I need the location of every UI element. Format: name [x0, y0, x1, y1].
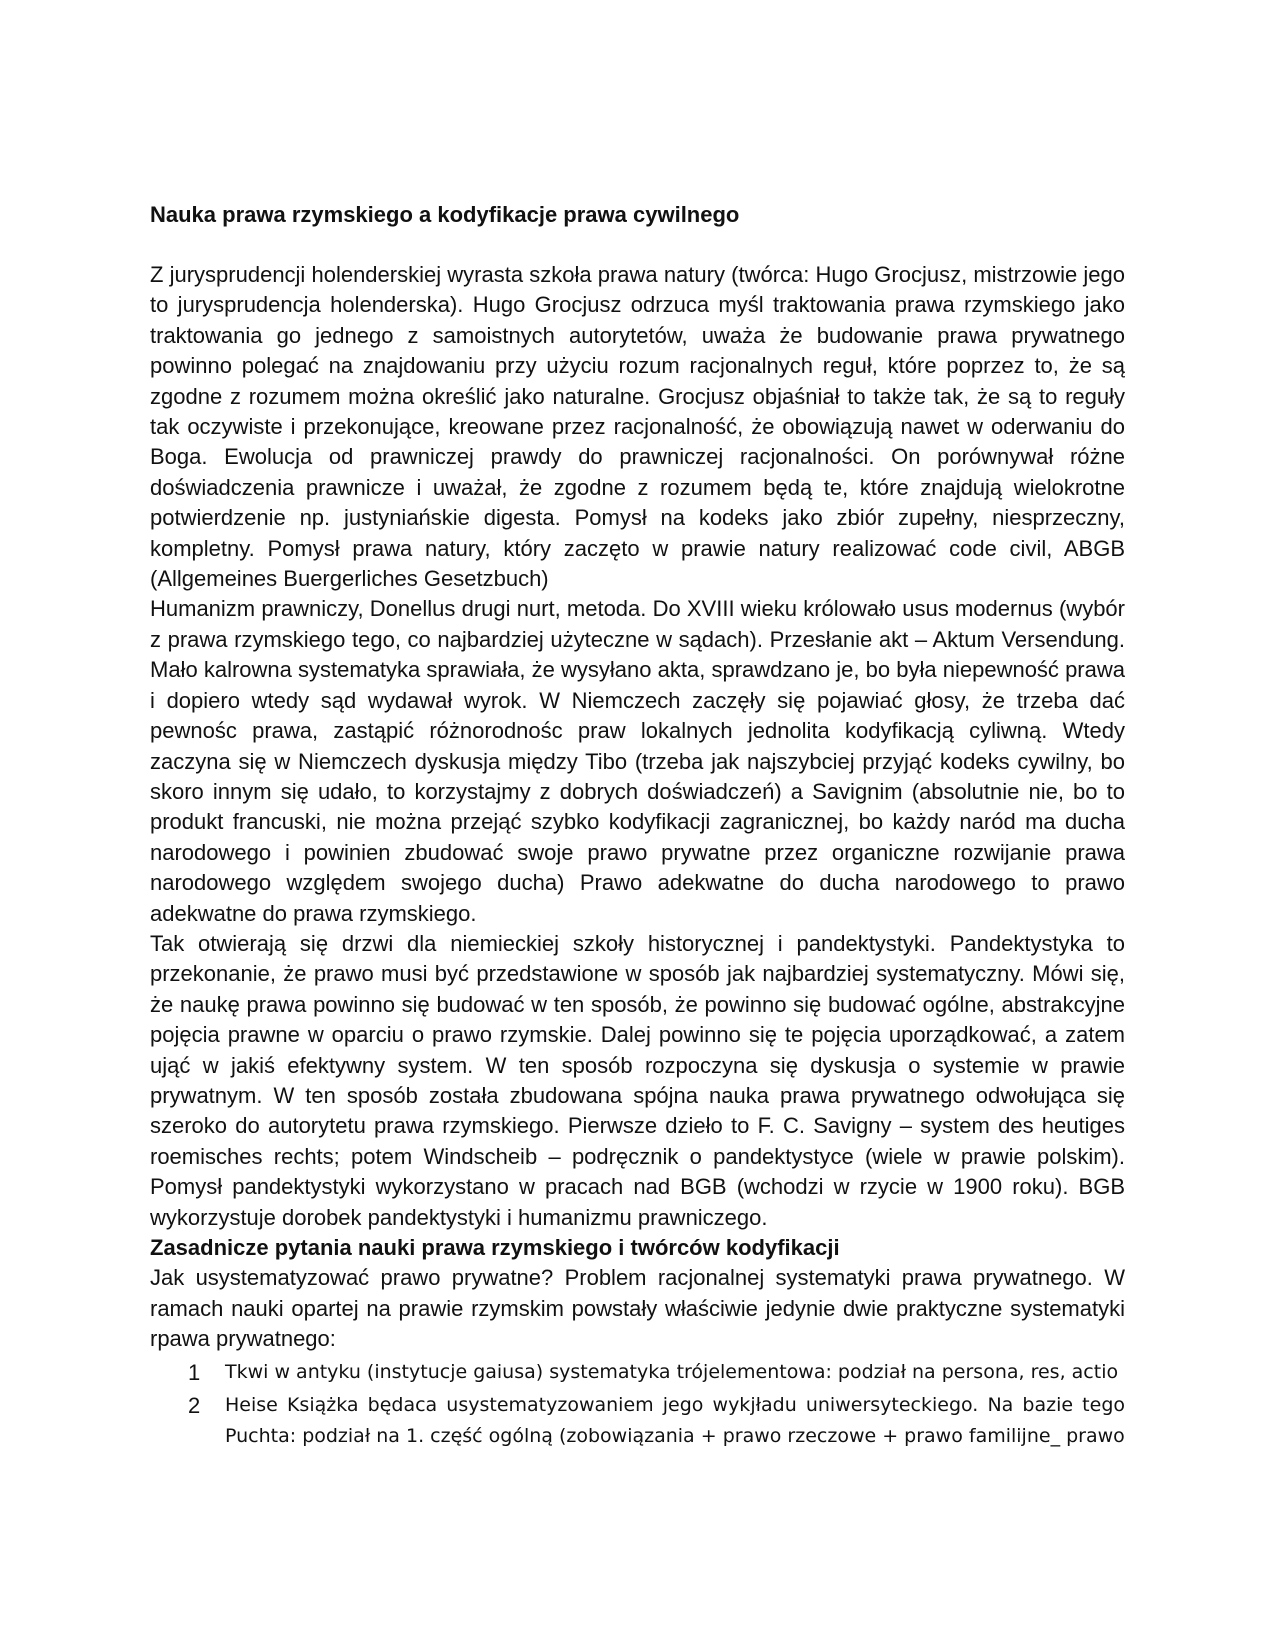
document-page	[150, 200, 1125, 1452]
list-item	[150, 1390, 1125, 1452]
document-title: Nauka prawa rzymskiego a kodyfikacje prawa cywilnego	[150, 202, 740, 227]
list-item	[150, 1357, 1125, 1388]
systematics-list	[150, 1357, 1125, 1452]
list-item-text: Tkwi w antyku (instytucje gaiusa) systematyka trójelementowa: podział na persona, res, actio	[225, 1360, 1119, 1383]
paragraph-pandectism: Tak otwierają się drzwi dla niemieckiej szkoły historycznej i pandektystyki. Pandektystyka to przekonanie, że prawo musi być przedstawione w sposób jak najbardziej systematyczny. Mówi się, że naukę prawa powinno się budować w ten sposób, że powinno się budować ogólne, abstrakcyjne pojęcia prawne w oparciu o prawo rzymskie. Dalej powinno się te pojęcia uporządkować, a zatem ująć w jakiś efektywny system. W ten sposób rozpoczyna się dyskusja o systemie w prawie prywatnym. W ten sposób została zbudowana spójna nauka prawa prywatnego odwołująca się szeroko do autorytetu prawa rzymskiego. Pierwsze dzieło to F. C. Savigny – system des heutiges roemisches rechts; potem Windscheib – podręcznik o pandektystyce (wiele w prawie polskim). Pomysł pandektystyki wykorzystano w pracach nad BGB (wchodzi w rzycie w 1900 roku). BGB wykorzystuje dorobek pandektystyki i humanizmu prawniczego.	[150, 930, 1125, 1230]
list-item-number: 1	[188, 1359, 201, 1385]
section-subheading: Zasadnicze pytania nauki prawa rzymskiego i twórców kodyfikacji	[150, 1235, 840, 1260]
paragraph-legal-humanism: Humanizm prawniczy, Donellus drugi nurt, metoda. Do XVIII wieku królowało usus modernus (wybór z prawa rzymskiego tego, co najbardziej użyteczne w sądach). Przesłanie akt – Aktum Versendung. Mało kalrowna systematyka sprawiała, że wysyłano akta, sprawdzano je, bo była niepewność prawa i dopiero wtedy sąd wydawał wyrok. W Niemczech zaczęły się pojawiać głosy, że trzeba dać pewnośc prawa, zastąpić różnorodnośc praw lokalnych jednolita kodyfikacją cyliwną. Wtedy zaczyna się w Niemczech dyskusja między Tibo (trzeba jak najszybciej przyjąć kodeks cywilny, bo skoro innym się udało, to korzystajmy z dobrych doświadczeń) a Savignim (absolutnie nie, bo to produkt francuski, nie można przejąć szybko kodyfikacji zagranicznej, bo każdy naród ma ducha narodowego i powinien zbudować swoje prawo prywatne przez organiczne rozwijanie prawa narodowego względem swojego ducha) Prawo adekwatne do ducha narodowego to prawo adekwatne do prawa rzymskiego.	[150, 596, 1125, 926]
list-item-number: 2	[188, 1392, 201, 1418]
list-item-text: Heise Książka będaca usystematyzowaniem jego wykjładu uniwersyteckiego. Na bazie tego Puchta: podział na 1. część ogólną (zobowiązania + prawo rzeczowe + prawo familijne_ prawo	[225, 1393, 1125, 1447]
paragraph-systematics: Jak usystematyzować prawo prywatne? Problem racjonalnej systematyki prawa prywatnego. W ramach nauki opartej na prawie rzymskim powstały właściwie jedynie dwie praktyczne systematyki rpawa prywatnego:	[150, 1265, 1125, 1352]
paragraph-natural-law: Z jurysprudencji holenderskiej wyrasta szkoła prawa natury (twórca: Hugo Grocjusz, mistrzowie jego to jurysprudencja holenderska). Hugo Grocjusz odrzuca myśl traktowania prawa rzymskiego jako traktowania go jednego z samoistnych autorytetów, uważa że budowanie prawa prywatnego powinno polegać na znajdowaniu przy użyciu rozum racjonalnych reguł, które poprzez to, że są zgodne z rozumem można określić jako naturalne. Grocjusz objaśniał to także tak, że są to reguły tak oczywiste i przekonujące, kreowane przez racjonalność, że obowiązują nawet w oderwaniu do Boga. Ewolucja od prawniczej prawdy do prawniczej racjonalności. On porównywał różne doświadczenia prawnicze i uważał, że zgodne z rozumem będą te, które znajdują wielokrotne potwierdzenie np. justyniańskie digesta. Pomysł na kodeks jako zbiór zupełny, niesprzeczny, kompletny. Pomysł prawa natury, który zaczęto w prawie natury realizować code civil, ABGB (Allgemeines Buergerliches Gesetzbuch)	[150, 262, 1125, 592]
